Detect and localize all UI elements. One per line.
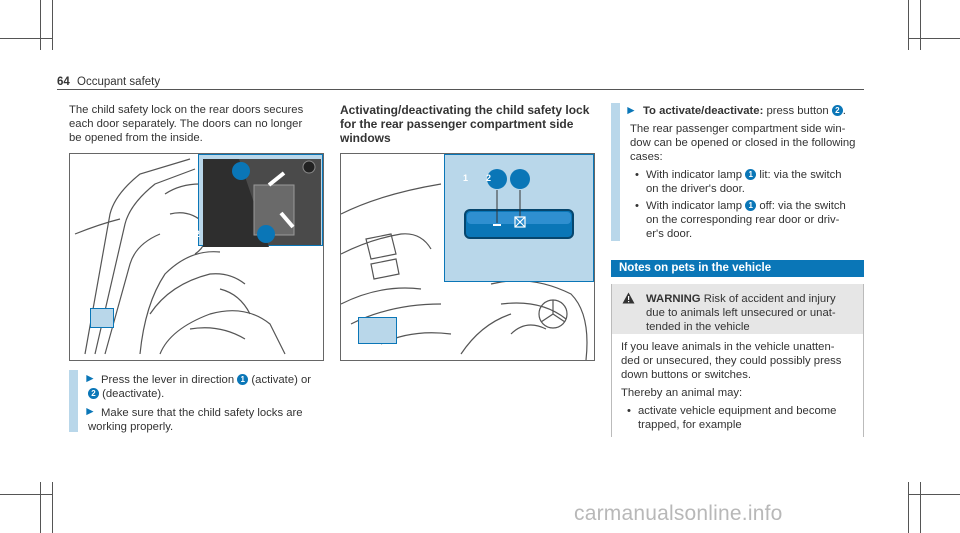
step-text: Make sure that the child safety locks are <box>101 407 303 419</box>
arrow-right-icon: ► <box>84 404 96 418</box>
bullet-text: With indicator lamp <box>646 169 743 181</box>
crop-mark <box>908 0 909 50</box>
door-lock-figure <box>69 153 324 361</box>
crop-mark <box>0 494 52 495</box>
intro-line: be opened from the inside. <box>69 132 203 144</box>
bullet-text: lit: via the switch <box>759 169 842 181</box>
warning-line: tended in the vehicle <box>646 321 750 333</box>
crop-mark <box>52 482 53 533</box>
callout-1: 1 <box>170 166 176 176</box>
bullet-text: on the corresponding rear door or driv- <box>646 214 840 226</box>
step-description <box>630 122 864 164</box>
heading-line: windows <box>340 131 391 145</box>
warning-body <box>621 340 861 400</box>
step-stripe <box>611 103 620 241</box>
bullet-text: on the driver's door. <box>646 183 745 195</box>
callout-2: 2 <box>195 229 201 239</box>
callout-badge: 2 <box>88 388 99 399</box>
watermark: carmanualsonline.info <box>574 502 783 525</box>
intro-line: each door separately. The doors can no longer <box>69 118 303 130</box>
warning-box <box>611 284 864 437</box>
step-check <box>88 406 331 434</box>
crop-mark <box>920 482 921 533</box>
bullet-dot: • <box>635 169 639 181</box>
para-line: dow can be opened or closed in the following <box>630 137 856 149</box>
step-activate <box>643 104 863 118</box>
crop-mark <box>908 494 960 495</box>
bullet-text: With indicator lamp <box>646 200 743 212</box>
lever-detail-inset <box>198 154 323 246</box>
bullet-text: off: via the switch <box>759 200 846 212</box>
crop-mark <box>920 0 921 50</box>
callout-badge: 1 <box>745 169 756 180</box>
para-line: The rear passenger compartment side win- <box>630 123 846 135</box>
lever-detail-drawing <box>199 155 324 247</box>
switch-location-highlight <box>358 317 397 344</box>
warning-body-line: If you leave animals in the vehicle unatten- <box>621 341 835 353</box>
crop-mark <box>52 0 53 50</box>
warning-triangle-icon <box>622 292 635 304</box>
callout-badge: 1 <box>237 374 248 385</box>
warning-label: WARNING <box>646 293 701 305</box>
warning-line: Risk of accident and injury <box>703 293 836 305</box>
bullet-lit <box>646 168 864 196</box>
crop-mark <box>908 38 960 39</box>
step-text: Press the lever in direction <box>101 374 235 386</box>
callout-2: 2 <box>486 173 492 183</box>
bullet-dot: • <box>627 405 631 417</box>
step-text: working properly. <box>88 421 174 433</box>
bullet-text: er's door. <box>646 228 693 240</box>
intro-text <box>69 103 325 145</box>
step-text: press button <box>766 105 829 117</box>
intro-line: The child safety lock on the rear doors secures <box>69 104 304 116</box>
header-rule <box>57 89 864 90</box>
warning-body-line: Thereby an animal may: <box>621 387 743 399</box>
warning-bullet-line: activate vehicle equipment and become <box>638 405 837 417</box>
step-label: To activate/deactivate: <box>643 105 764 117</box>
crop-mark <box>908 482 909 533</box>
page-number: 64 <box>57 76 70 88</box>
step-lever <box>88 373 328 401</box>
arrow-right-icon: ► <box>84 371 96 385</box>
section-heading <box>340 103 596 145</box>
crop-mark <box>40 482 41 533</box>
step-stripe <box>69 370 78 432</box>
bullet-dot: • <box>635 200 639 212</box>
callout-1: 1 <box>463 173 469 183</box>
warning-bullet-line: trapped, for example <box>638 419 742 431</box>
crop-mark <box>40 0 41 50</box>
heading-line: for the rear passenger compartment side <box>340 117 574 131</box>
lever-location-highlight <box>90 308 114 328</box>
step-text: (deactivate). <box>102 388 165 400</box>
callout-badge: 2 <box>832 105 843 116</box>
heading-line: Activating/deactivating the child safety lock <box>340 103 590 117</box>
callout-badge: 1 <box>745 200 756 211</box>
bullet-off <box>646 199 864 241</box>
warning-bullet <box>638 404 862 432</box>
para-line: cases: <box>630 151 663 163</box>
section-title: Occupant safety <box>77 76 161 88</box>
warning-body-line: down buttons or switches. <box>621 369 751 381</box>
arrow-right-icon: ► <box>625 103 637 117</box>
warning-line: due to animals left unsecured or unat- <box>646 307 836 319</box>
step-text: . <box>842 105 846 117</box>
notes-heading-bar: Notes on pets in the vehicle <box>611 260 864 277</box>
crop-mark <box>0 38 52 39</box>
warning-text <box>646 292 861 334</box>
step-text: (activate) or <box>251 374 312 386</box>
warning-body-line: ded or unsecured, they could possibly press <box>621 355 842 367</box>
